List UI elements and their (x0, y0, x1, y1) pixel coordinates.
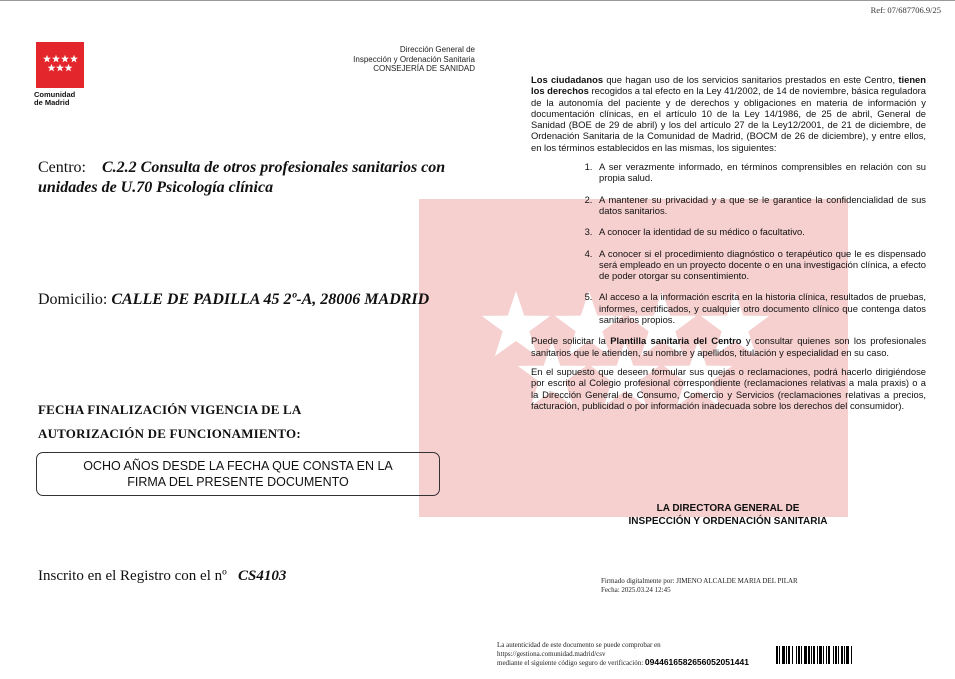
issuer-header (300, 45, 475, 74)
authenticity-line3 (497, 658, 777, 668)
logo-star-icon (43, 55, 51, 63)
fecha-title-line2: AUTORIZACIÓN DE FUNCIONAMIENTO: (38, 426, 301, 441)
barcode-bar (826, 646, 827, 664)
plantilla-text1: Puede solicitar la (531, 335, 611, 347)
barcode-bar (844, 646, 845, 664)
derechos-section (531, 74, 926, 419)
centro-value: C.2.2 Consulta de otros profesionales sanitarios con unidades de U.70 Psicología clínica (38, 159, 446, 196)
authenticity-line2: https://gestiona.comunidad.madrid/csv (497, 649, 606, 658)
quejas-paragraph: En el supuesto que deseen formular sus quejas o reclamaciones, podrá hacerlo dirigiéndose por escrito al Colegio profesional correspondiente (reclamaciones relativas a mala praxis) o a la Dirección General de Consumo, Comercio y Servicios (reclamaciones relativas a precios, facturación, publicidad o por información inadecuada sobre los derechos del consumidor). (531, 365, 926, 411)
barcode-icon (776, 646, 882, 664)
centro-label: Centro: (38, 159, 86, 176)
logo-line2: de Madrid (34, 98, 70, 107)
barcode-bar (841, 646, 843, 664)
barcode-bar (801, 646, 802, 664)
domicilio-field (38, 290, 448, 310)
registro-label: Inscrito en el Registro con el nº (38, 568, 227, 584)
derechos-intro (531, 74, 926, 153)
barcode-bar (808, 646, 810, 664)
fecha-vigencia-box (36, 452, 440, 496)
fecha-vigencia-title (38, 398, 438, 446)
logo-text (34, 91, 75, 107)
registro-field (38, 568, 286, 585)
logo-star-icon (52, 55, 60, 63)
madrid-stars-logo-icon (36, 42, 84, 88)
logo-star-icon (48, 64, 56, 72)
verification-code: 0944616582656052051441 (644, 657, 749, 667)
list-item: 1. A ser verazmente informado, en términos comprensibles en relación con su propia salud. (595, 161, 926, 184)
centro-field (38, 158, 448, 198)
authenticity-line3-text: mediante el siguiente código seguro de verificación: (497, 659, 644, 667)
authenticity-notice (497, 641, 777, 668)
top-border (0, 0, 955, 1)
barcode-bar (838, 646, 839, 664)
list-item: 4. A conocer si el procedimiento diagnóstico o terapéutico que le es dispensado será empleado en un proyecto docente o en una investigación clínica, a efecto de poder otorgar su consentimiento. (595, 248, 926, 282)
plantilla-bold: Plantilla sanitaria del Centro (610, 335, 742, 347)
barcode-bar (798, 646, 800, 664)
barcode-bar (786, 646, 787, 664)
digital-signature-line2: Fecha: 2025.03.24 12:45 (601, 585, 671, 594)
barcode-bar (811, 646, 812, 664)
issuer-line1: Dirección General de (399, 45, 475, 54)
issuer-line3: CONSEJERÍA DE SANIDAD (373, 64, 475, 73)
barcode-bar (823, 646, 824, 664)
list-item: 5. Al acceso a la información escrita en la historia clínica, resultados de pruebas, informes, certificados, y cualquier otro documento clínico que contenga datos sanitarios propios. (595, 291, 926, 325)
plantilla-text2: y consultar quienes son los profesionales sanitarios que le atienden, su nombre y apellidos, titulación y especialidad en su caso. (531, 335, 927, 358)
fecha-box-line1: OCHO AÑOS DESDE LA FECHA QUE CONSTA EN LA (83, 459, 393, 473)
barcode-bar (851, 646, 852, 664)
barcode-bar (779, 646, 780, 664)
logo-star-icon (70, 55, 78, 63)
intro-bold1: Los ciudadanos (531, 74, 604, 85)
plantilla-paragraph (531, 335, 926, 358)
issuer-line2: Inspección y Ordenación Sanitaria (353, 54, 475, 64)
barcode-bar (782, 646, 785, 664)
logo-star-icon (56, 64, 64, 72)
reference-number: Ref: 07/687706.9/25 (870, 5, 941, 15)
digital-signature (601, 577, 798, 594)
barcode-bar (846, 646, 849, 664)
barcode-bar (819, 646, 822, 664)
signatory-line2: INSPECCIÓN Y ORDENACIÓN SANITARIA (628, 516, 828, 527)
barcode-bar (813, 646, 815, 664)
intro-text1: que hagan uso de los servicios sanitarios prestados en este Centro, (603, 74, 899, 85)
logo-star-icon (65, 64, 73, 72)
domicilio-label: Domicilio: (38, 291, 108, 308)
barcode-bar (804, 646, 807, 664)
barcode-bar (828, 646, 830, 664)
barcode-bar (776, 646, 778, 664)
barcode-bar (833, 646, 834, 664)
intro-text2: recogidos a tal efecto en la Ley 41/2002, de 14 de noviembre, básica reguladora de la autonomía del paciente y de derechos y obligaciones en materia de información y documentación clínicas, en el artículo 10 de la Ley 14/1986, de 25 de abril, General de Sanidad (BOE de 29 de abril) y los del artículo 27 de la Ley12/2001, de 21 de diciembre, de Ordenación Sanitaria de la Comunidad de Madrid, (BOCM de 26 de diciembre), y entre ellos, en los términos establecidos en las mismas, los siguientes: (531, 85, 926, 153)
barcode-bar (788, 646, 790, 664)
registro-value: CS4103 (238, 568, 287, 584)
domicilio-value: CALLE DE PADILLA 45 2º-A, 28006 MADRID (111, 291, 430, 308)
barcode-bar (817, 646, 818, 664)
barcode-bar (835, 646, 837, 664)
digital-signature-line1: Firmado digitalmente por: JIMENO ALCALDE MARIA DEL PILAR (601, 577, 798, 585)
derechos-list (531, 161, 926, 325)
barcode-bar (792, 646, 793, 664)
list-item: 2. A mantener su privacidad y a que se le garantice la confidencialidad de sus datos sanitarios. (595, 194, 926, 217)
authenticity-line1: La autenticidad de este documento se puede comprobar en (497, 641, 661, 649)
signatory-line1: LA DIRECTORA GENERAL DE (656, 503, 800, 514)
list-item: 3. A conocer la identidad de su médico o facultativo. (595, 226, 926, 237)
barcode-bar (796, 646, 797, 664)
logo-star-icon (61, 55, 69, 63)
fecha-box-line2: FIRMA DEL PRESENTE DOCUMENTO (127, 475, 349, 489)
logo-line1: Comunidad (34, 90, 76, 99)
signatory-title (560, 502, 896, 528)
fecha-title-line1: FECHA FINALIZACIÓN VIGENCIA DE LA (38, 402, 302, 417)
intro-bold2: tienen los derechos (531, 74, 926, 97)
